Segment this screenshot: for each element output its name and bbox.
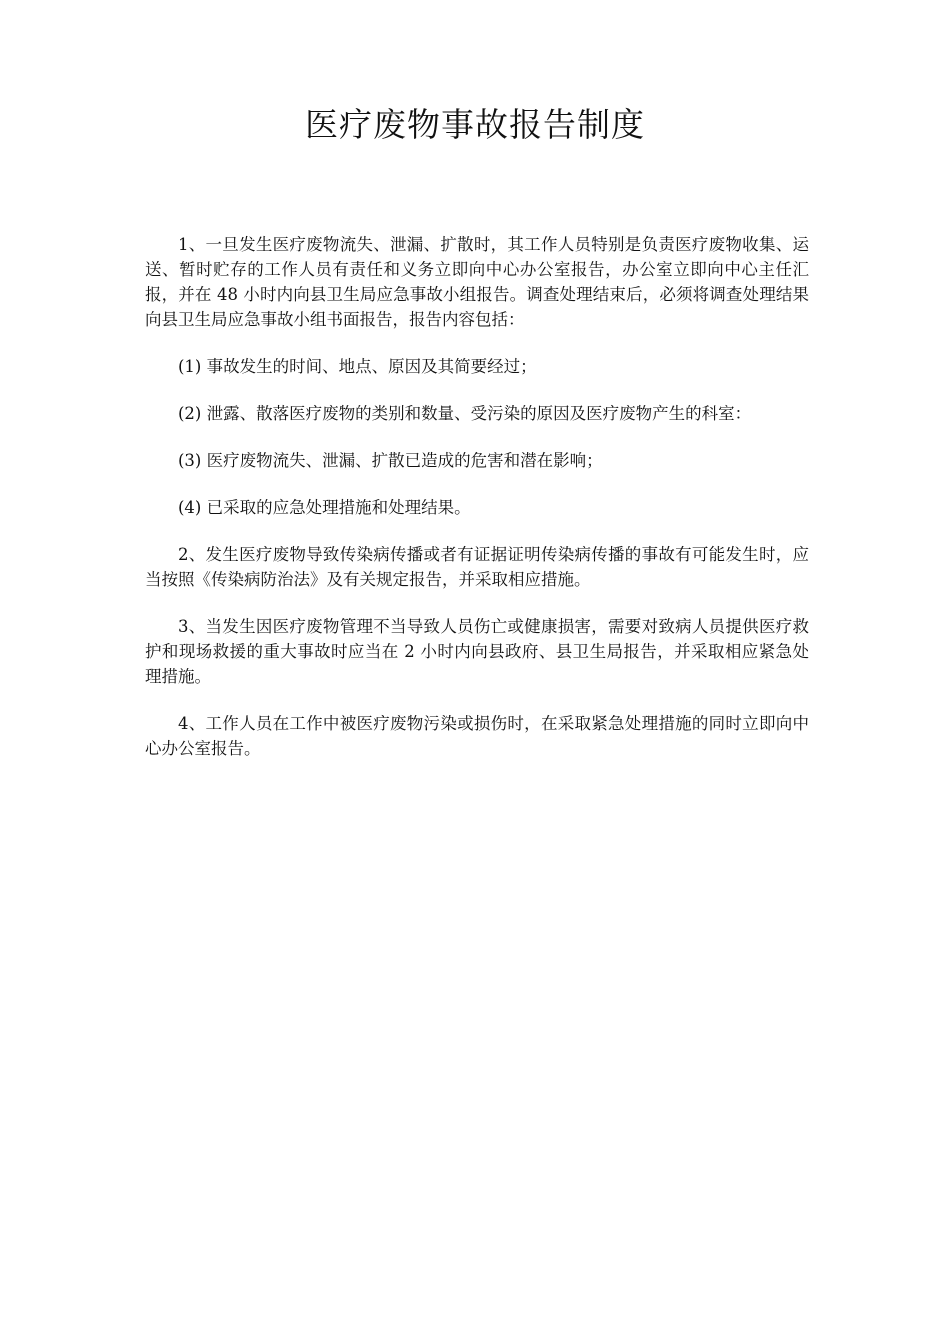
paragraph-3: 3、当发生因医疗废物管理不当导致人员伤亡或健康损害，需要对致病人员提供医疗救护和现场救援的重大事故时应当在 2 小时内向县政府、县卫生局报告，并采取相应紧急处理措施。 bbox=[145, 617, 809, 686]
paragraph-4: 4、工作人员在工作中被医疗废物污染或损伤时，在采取紧急处理措施的同时立即向中心办公室报告。 bbox=[145, 714, 809, 758]
document-title: 医疗废物事故报告制度 bbox=[305, 105, 645, 144]
paragraph-item-2: (2) 泄露、散落医疗废物的类别和数量、受污染的原因及医疗废物产生的科室： bbox=[178, 404, 752, 423]
paragraph-2: 2、发生医疗废物导致传染病传播或者有证据证明传染病传播的事故有可能发生时，应当按照《传染病防治法》及有关规定报告，并采取相应措施。 bbox=[145, 545, 809, 589]
paragraph-1: 1、一旦发生医疗废物流失、泄漏、扩散时，其工作人员特别是负责医疗废物收集、运送、暂时贮存的工作人员有责任和义务立即向中心办公室报告，办公室立即向中心主任汇报，并在 48 小时内向县卫生局应急事故小组报告。调查处理结束后，必须将调查处理结果向县卫生局应急事故小组书面报告，报告内容包括： bbox=[145, 235, 809, 329]
paragraph-item-3: (3) 医疗废物流失、泄漏、扩散已造成的危害和潜在影响； bbox=[178, 451, 603, 470]
document-body bbox=[145, 232, 809, 761]
paragraph-item-4: (4) 已采取的应急处理措施和处理结果。 bbox=[178, 498, 471, 517]
paragraph-item-1: (1) 事故发生的时间、地点、原因及其简要经过； bbox=[178, 357, 537, 376]
